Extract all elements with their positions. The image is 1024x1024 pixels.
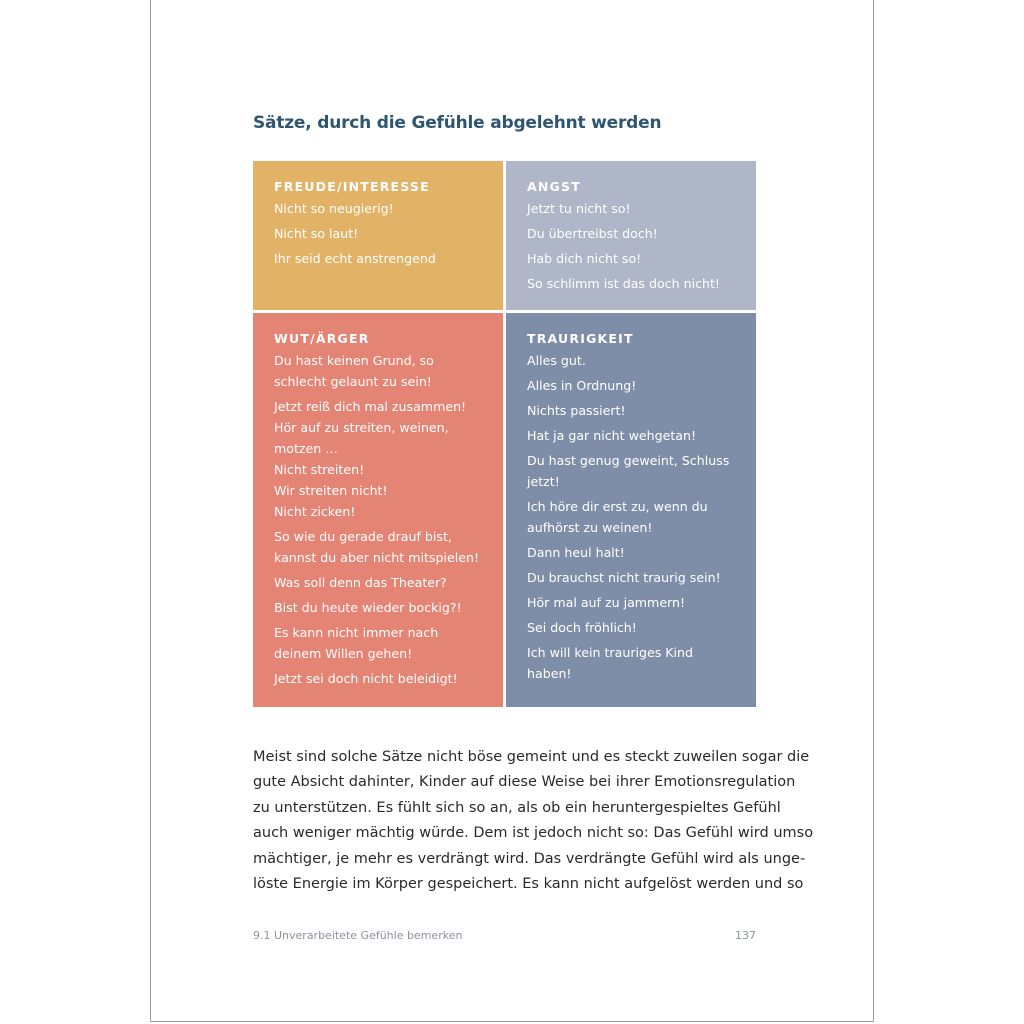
phrase-item: Ihr seid echt anstrengend xyxy=(274,251,436,266)
phrase-item: So schlimm ist das doch nicht! xyxy=(527,276,720,291)
body-line: Meist sind solche Sätze nicht böse gemeint und es steckt zuweilen sogar die xyxy=(253,749,810,765)
phrase-item: Bist du heute wieder bockig?! xyxy=(274,600,462,615)
body-paragraph xyxy=(253,745,814,897)
box-title: ANGST xyxy=(527,179,581,194)
phrase-item: Es kann nicht immer nach deinem Willen gehen! xyxy=(274,625,439,661)
phrase-item: Ich höre dir erst zu, wenn du aufhörst zu weinen! xyxy=(527,499,708,535)
phrase-item: Jetzt sei doch nicht beleidigt! xyxy=(274,671,458,686)
page-number: 137 xyxy=(735,929,756,942)
box-angst xyxy=(506,161,756,310)
page-heading: Sätze, durch die Gefühle abgelehnt werden xyxy=(253,113,662,133)
box-traurigkeit xyxy=(506,313,756,707)
phrase-item: Nicht so laut! xyxy=(274,226,359,241)
footer-section-title: 9.1 Unverarbeitete Gefühle bemerken xyxy=(253,929,463,942)
phrase-list xyxy=(527,350,736,684)
box-title: FREUDE/INTERESSE xyxy=(274,179,430,194)
body-line: mächtiger, je mehr es verdrängt wird. Das verdrängte Gefühl wird als unge- xyxy=(253,850,806,867)
body-line: zu unterstützen. Es fühlt sich so an, als ob ein heruntergespieltes Gefühl xyxy=(253,799,781,816)
box-title: TRAURIGKEIT xyxy=(527,331,634,346)
phrase-item: Hör mal auf zu jammern! xyxy=(527,595,686,610)
phrase-item: Du brauchst nicht traurig sein! xyxy=(527,570,721,585)
phrase-item: Hab dich nicht so! xyxy=(527,251,642,266)
phrase-item: Sei doch fröhlich! xyxy=(527,620,637,635)
body-line: gute Absicht dahinter, Kinder auf diese Weise bei ihrer Emotionsregulation xyxy=(253,774,796,791)
phrase-item: Du übertreibst doch! xyxy=(527,226,658,241)
phrase-list xyxy=(527,198,736,294)
body-line: auch weniger mächtig würde. Dem ist jedoch nicht so: Das Gefühl wird umso xyxy=(253,825,814,842)
phrase-item: Nichts passiert! xyxy=(527,403,626,418)
body-line: löste Energie im Körper gespeichert. Es kann nicht aufgelöst werden und so xyxy=(253,876,804,893)
phrase-item: Ich will kein trauriges Kind haben! xyxy=(527,645,694,681)
phrase-item: Jetzt reiß dich mal zusammen! Hör auf zu streiten, weinen, motzen … Nicht streiten! Wir streiten nicht! Nicht zicken! xyxy=(274,399,467,519)
box-title: WUT/ÄRGER xyxy=(274,331,370,346)
phrase-item: Du hast keinen Grund, so schlecht gelaunt zu sein! xyxy=(274,353,434,389)
box-wut-aerger xyxy=(253,313,503,707)
box-freude-interesse xyxy=(253,161,503,310)
phrase-item: Dann heul halt! xyxy=(527,545,625,560)
phrase-item: Alles gut. xyxy=(527,353,586,368)
phrase-item: Hat ja gar nicht wehgetan! xyxy=(527,428,697,443)
phrase-item: Was soll denn das Theater? xyxy=(274,575,447,590)
phrase-list xyxy=(274,350,483,689)
phrase-item: Alles in Ordnung! xyxy=(527,378,637,393)
phrase-item: Du hast genug geweint, Schluss jetzt! xyxy=(527,453,730,489)
phrase-item: So wie du gerade drauf bist, kannst du aber nicht mitspielen! xyxy=(274,529,479,565)
phrase-list xyxy=(274,198,483,269)
phrase-item: Nicht so neugierig! xyxy=(274,201,394,216)
phrase-item: Jetzt tu nicht so! xyxy=(527,201,631,216)
